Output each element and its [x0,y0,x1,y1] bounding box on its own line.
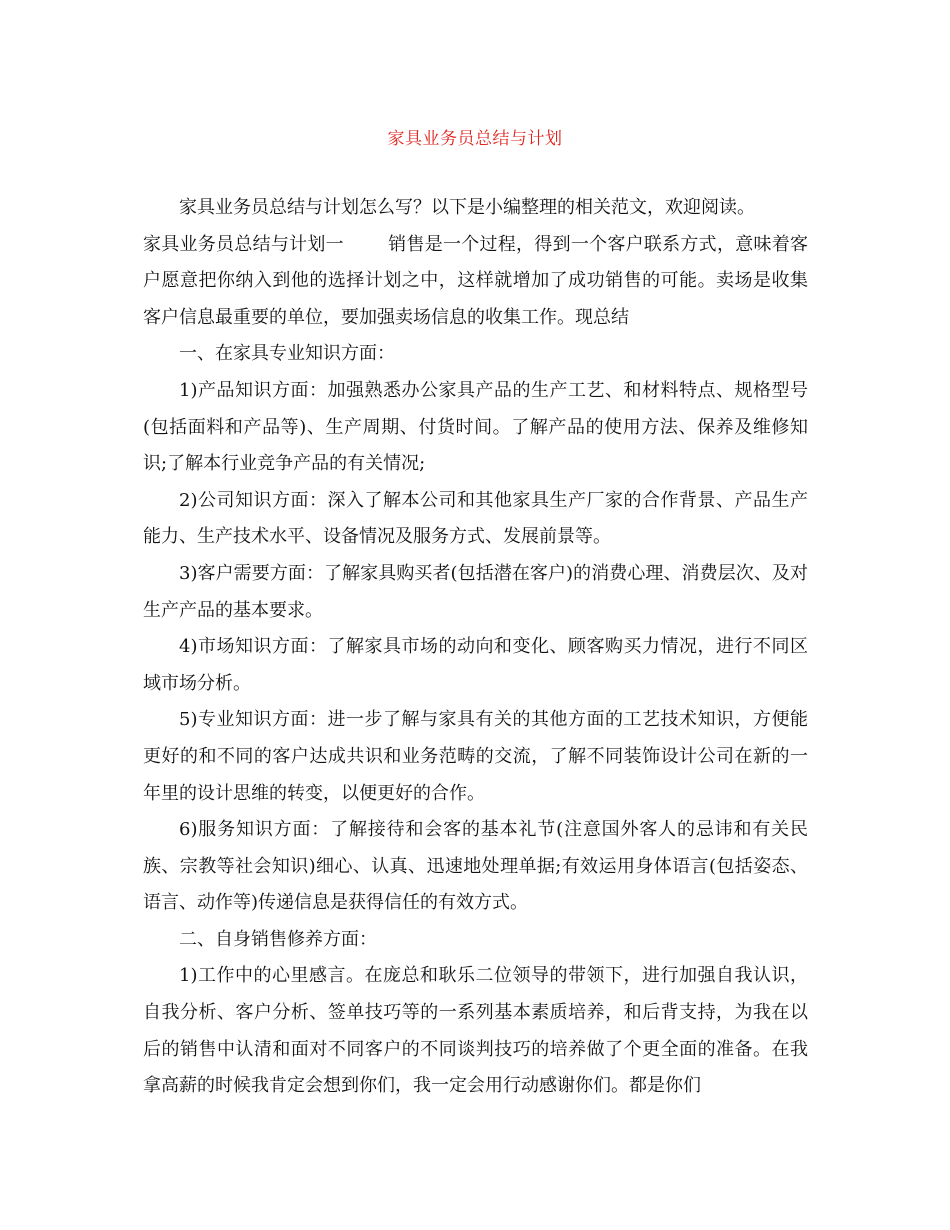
document-body [143,190,808,1105]
list-item: 1)产品知识方面：加强熟悉办公家具产品的生产工艺、和材料特点、规格型号(包括面料和产品等)、生产周期、付货时间。了解产品的使用方法、保养及维修知识;了解本行业竞争产品的有关情况; [143,379,808,475]
section1-paragraph [143,227,808,337]
list-item: 3)客户需要方面：了解家具购买者(包括潜在客户)的消费心理、消费层次、及对生产产品的基本要求。 [143,562,808,621]
part2-heading: 二、自身销售修养方面： [179,928,377,950]
list-item: 6)服务知识方面：了解接待和会客的基本礼节(注意国外客人的忌讳和有关民族、宗教等社会知识)细心、认真、迅速地处理单据;有效运用身体语言(包括姿态、语言、动作等)传递信息是获得信任的有效方式。 [143,819,808,914]
section1-heading: 家具业务员总结与计划一 [143,233,344,255]
part1-heading: 一、在家具专业知识方面： [179,343,395,365]
intro-paragraph: 家具业务员总结与计划怎么写？以下是小编整理的相关范文，欢迎阅读。 [179,197,755,218]
document-title: 家具业务员总结与计划 [387,129,563,149]
list-item: 1)工作中的心里感言。在庞总和耿乐二位领导的带领下，进行加强自我认识，自我分析、客户分析、签单技巧等的一系列基本素质培养，和后背支持，为我在以后的销售中认清和面对不同客户的不同谈判技巧的培养做了个更全面的准备。在我拿高薪的时候我肯定会想到你们，我一定会用行动感谢你们。都是你们 [143,965,808,1097]
list-item: 5)专业知识方面：进一步了解与家具有关的其他方面的工艺技术知识，方便能更好的和不同的客户达成共识和业务范畴的交流，了解不同装饰设计公司在新的一年里的设计思维的转变，以便更好的合作。 [143,709,808,804]
section1-text: 销售是一个过程，得到一个客户联系方式，意味着客户愿意把你纳入到他的选择计划之中，这样就增加了成功销售的可能。卖场是收集客户信息最重要的单位，要加强卖场信息的收集工作。现总结 [143,233,809,328]
list-item: 2)公司知识方面：深入了解本公司和其他家具生产厂家的合作背景、产品生产能力、生产技术水平、设备情况及服务方式、发展前景等。 [143,489,808,548]
list-item: 4)市场知识方面：了解家具市场的动向和变化、顾客购买力情况，进行不同区域市场分析。 [143,636,808,694]
